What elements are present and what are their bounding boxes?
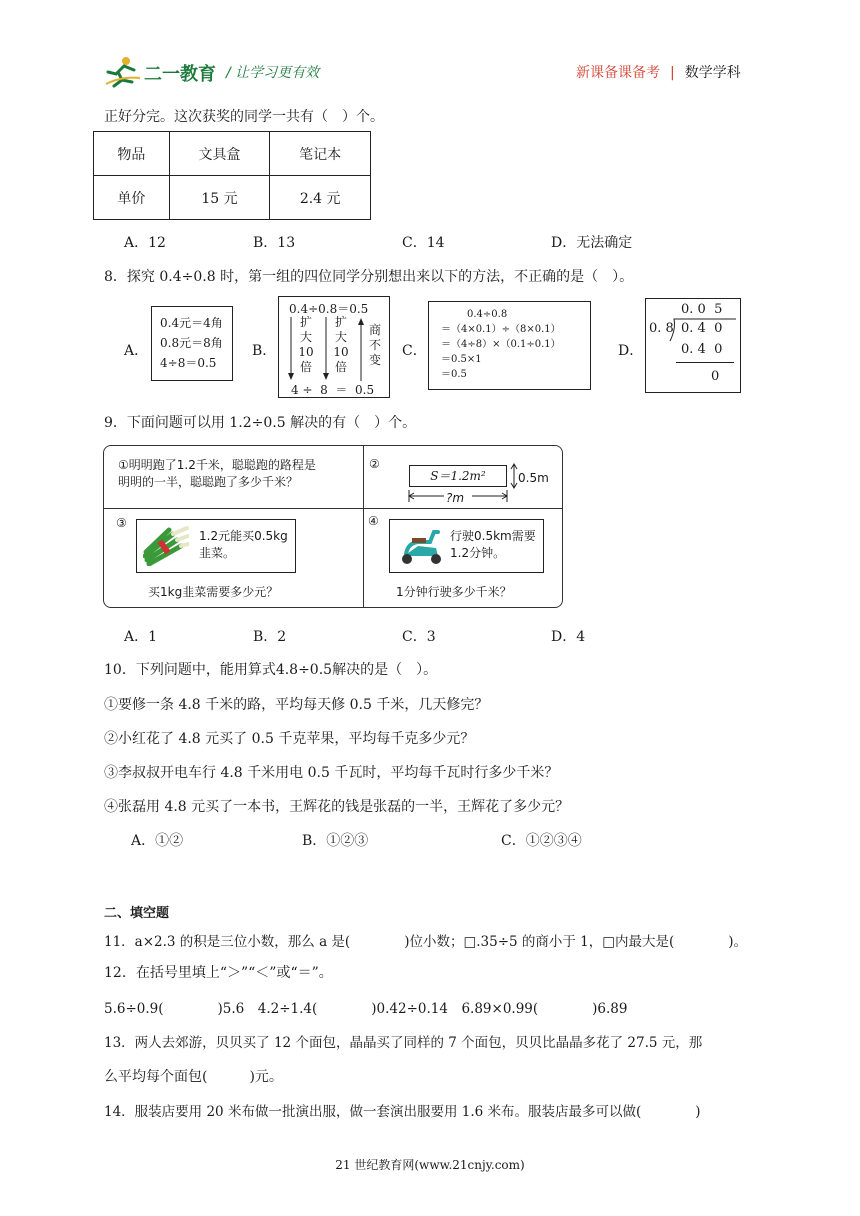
brand-name: 二一教育 — [144, 64, 216, 85]
table-cell: 15 元 — [169, 176, 270, 220]
rectangle-figure — [409, 465, 507, 487]
leek-card — [136, 519, 296, 573]
q7-option-b: B．13 — [253, 235, 296, 251]
q14: 14．服装店要用 20 米布做一批演出服，做一套演出服要用 1.6 米布。服装店最多可以做( ) — [104, 1104, 701, 1120]
grid-vline — [363, 446, 364, 608]
q8-method-c — [428, 301, 591, 390]
d-rule — [676, 362, 734, 363]
q8-label-a: A． — [124, 343, 149, 359]
slogan: / 让学习更有效 — [226, 65, 320, 81]
scooter-card — [389, 519, 544, 573]
cell-3-question: 买1kg韭菜需要多少元？ — [148, 585, 279, 599]
d-dividend: 0. 4 0 — [681, 321, 723, 336]
cell-3-num: ③ — [116, 516, 127, 530]
method-c-line: ＝（4×0.1）÷（8×0.1） — [441, 324, 561, 335]
cell-1-line: 明明的一半，聪聪跑了多少千米？ — [118, 475, 299, 489]
method-c-line: ＝（4÷8）×（0.1÷0.1） — [441, 339, 561, 350]
b-char: 大 — [334, 330, 347, 344]
table-cell: 物品 — [94, 132, 170, 176]
method-b-left-col — [298, 315, 314, 375]
runner-logo-icon — [104, 56, 142, 88]
leek-line: 1.2元能买0.5kg — [199, 529, 288, 543]
d-divisor: 0. 8 — [649, 321, 674, 336]
b-char: 倍 — [334, 360, 347, 374]
q10-option-c: C．①②③④ — [501, 833, 582, 849]
d-quotient: 0. 0 5 — [681, 302, 723, 317]
b-char: 倍 — [299, 360, 312, 374]
cell-4-question: 1分钟行驶多少千米？ — [396, 585, 512, 599]
area-label: S＝1.2m² — [430, 469, 486, 483]
q9-grid — [103, 445, 563, 608]
table-cell: 单价 — [94, 176, 170, 220]
method-a-line: 0.8元＝8角 — [160, 336, 223, 350]
grid-hline — [104, 508, 563, 509]
q10-option-a: A．①② — [131, 833, 184, 849]
q8-label-b: B． — [252, 343, 277, 359]
header-separator: | — [670, 65, 675, 81]
header-subject: 数学学科 — [684, 65, 741, 81]
q13-line-1: 13．两人去郊游，贝贝买了 12 个面包，晶晶买了同样的 7 个面包，贝贝比晶晶多花了 27.5 元，那 — [104, 1035, 703, 1051]
b-char: 变 — [368, 353, 381, 367]
q7-option-d: D．无法确定 — [551, 235, 633, 251]
method-a-line: 4÷8＝0.5 — [160, 356, 217, 370]
table-row — [94, 132, 371, 176]
method-a-line: 0.4元＝4角 — [160, 316, 223, 330]
q8-method-a — [151, 306, 233, 381]
b-char: 扩 — [299, 315, 312, 329]
q8-method-d — [645, 298, 741, 393]
b-char: 扩 — [334, 315, 347, 329]
height-label: 0.5m — [518, 471, 549, 485]
q10-item-3: ③李叔叔开电车行 4.8 千米用电 0.5 千瓦时，平均每千瓦时行多少千米？ — [104, 765, 559, 781]
method-b-right-col — [367, 323, 383, 368]
q10-item-2: ②小红花了 4.8 元买了 0.5 千克苹果，平均每千克多少元？ — [104, 731, 475, 747]
header-course: 新课备课备考 — [576, 65, 660, 81]
header-right — [576, 62, 741, 82]
price-table — [93, 131, 371, 220]
q11: 11．a×2.3 的积是三位小数，那么 a 是( )位小数；□.35÷5 的商小于 1，□内最大是( )。 — [104, 934, 748, 950]
footer: 21 世纪教育网(www.21cnjy.com) — [335, 1158, 525, 1172]
leek-line: 韭菜。 — [199, 546, 236, 560]
method-c-line: 0.4÷0.8 — [467, 309, 508, 320]
q8-label-c: C． — [402, 343, 427, 359]
q12-items: 5.6÷0.9( )5.6 4.2÷1.4( )0.42÷0.14 6.89×0.99( )6.89 — [104, 1001, 628, 1017]
scooter-icon — [396, 526, 446, 566]
q9-stem: 9．下面问题可以用 1.2÷0.5 解决的有（ ）个。 — [104, 415, 417, 431]
q9-option-b: B．2 — [253, 629, 287, 645]
d-remainder: 0 — [711, 369, 720, 384]
q10-stem: 10．下列问题中，能用算式4.8÷0.5解决的是（ ）。 — [104, 662, 438, 678]
table-cell: 2.4 元 — [270, 176, 371, 220]
method-b-bottom: 4 ÷ 8 ＝ 0.5 — [291, 383, 375, 397]
scooter-line: 1.2分钟。 — [450, 546, 506, 560]
arrow-down-icon — [322, 317, 330, 381]
b-char: 10 — [298, 345, 314, 359]
q10-item-1: ①要修一条 4.8 千米的路，平均每天修 0.5 千米，几天修完？ — [104, 697, 489, 713]
b-char: 不 — [368, 338, 381, 352]
section-title: 二、填空题 — [104, 906, 170, 921]
q7-option-c: C．14 — [402, 235, 445, 251]
scooter-text — [450, 528, 536, 562]
arrow-up-icon — [357, 317, 365, 381]
cell-2-num: ② — [369, 457, 380, 471]
arrow-down-icon — [287, 317, 295, 381]
b-char: 10 — [333, 345, 349, 359]
q8-stem: 8．探究 0.4÷0.8 时，第一组的四位同学分别想出来以下的方法，不正确的是（ ）。 — [104, 269, 634, 285]
method-b-top: 0.4÷0.8＝0.5 — [289, 302, 369, 316]
width-label: ?m — [446, 491, 465, 505]
q8-method-b — [278, 296, 390, 398]
method-c-line: ＝0.5 — [441, 369, 467, 380]
q12: 12．在括号里填上“＞”“＜”或“＝”。 — [104, 965, 333, 981]
table-cell: 文具盒 — [169, 132, 270, 176]
cell-4-num: ④ — [368, 514, 379, 528]
d-subtract: 0. 4 0 — [681, 342, 723, 357]
header — [0, 52, 860, 92]
q9-option-c: C．3 — [402, 629, 436, 645]
b-char: 商 — [368, 323, 381, 337]
table-cell: 笔记本 — [270, 132, 371, 176]
cell-1-line: ①明明跑了1.2千米，聪聪跑的路程是 — [118, 458, 316, 472]
b-char: 大 — [299, 330, 312, 344]
method-c-line: ＝0.5×1 — [441, 354, 482, 365]
q7-tail: 正好分完。这次获奖的同学一共有（ ）个。 — [104, 109, 384, 125]
table-row — [94, 176, 371, 220]
q7-option-a: A．12 — [124, 235, 166, 251]
q9-option-a: A．1 — [124, 629, 158, 645]
q8-label-d: D． — [618, 343, 644, 359]
leek-bundle-icon — [143, 526, 189, 566]
q9-option-d: D．4 — [551, 629, 586, 645]
q10-item-4: ④张磊用 4.8 元买了一本书，王辉花的钱是张磊的一半，王辉花了多少元？ — [104, 799, 570, 815]
scooter-line: 行驶0.5km需要 — [450, 529, 536, 543]
cell-1 — [118, 457, 316, 491]
q10-option-b: B．①②③ — [302, 833, 369, 849]
q13-line-2: 么平均每个面包( )元。 — [104, 1069, 283, 1085]
method-b-mid-col — [333, 315, 349, 375]
height-arrow-icon — [510, 463, 518, 489]
leek-text — [199, 528, 288, 562]
